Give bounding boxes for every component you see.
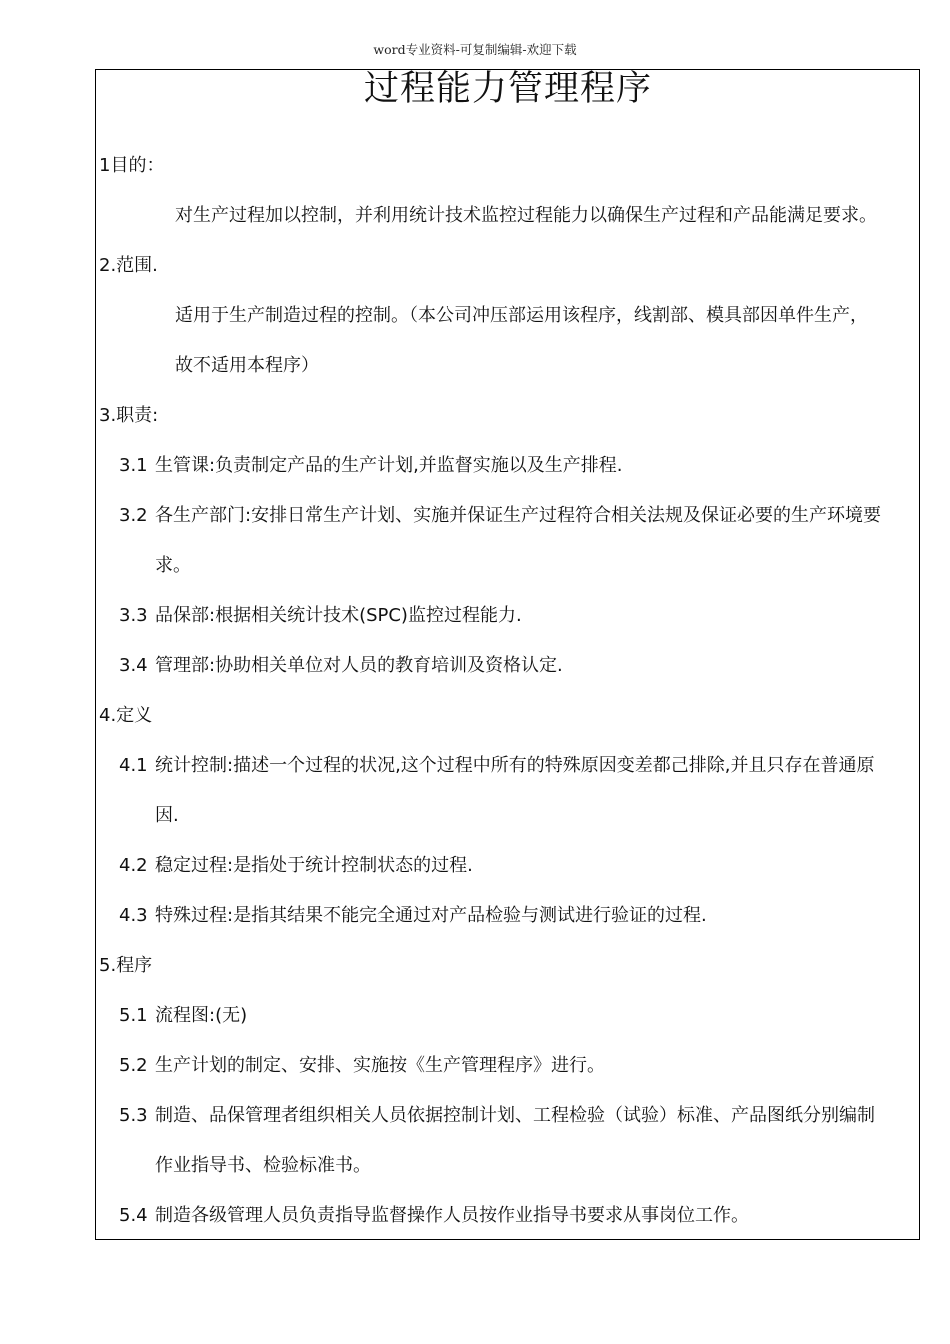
paragraph-line: 对生产过程加以控制，并利用统计技术监控过程能力以确保生产过程和产品能满足要求。 xyxy=(175,205,877,226)
item-text: 稳定过程:是指处于统计控制状态的过程. xyxy=(155,855,473,876)
item-number: 4.1 xyxy=(119,755,148,776)
item-number: 3.1 xyxy=(119,455,148,476)
item-text: 统计控制:描述一个过程的状况,这个过程中所有的特殊原因变差都己排除,并且只存在普通原 xyxy=(155,755,875,776)
item-number: 4.2 xyxy=(119,855,148,876)
document-title: 过程能力管理程序 xyxy=(363,69,652,109)
section-heading: 4.定义 xyxy=(99,705,153,726)
paragraph-line: 故不适用本程序） xyxy=(175,355,319,376)
item-continuation: 求。 xyxy=(155,555,191,576)
numbered-item xyxy=(97,1041,920,1091)
section-heading: 5.程序 xyxy=(99,955,153,976)
item-text: 生产计划的制定、安排、实施按《生产管理程序》进行。 xyxy=(155,1055,605,1076)
item-number: 3.3 xyxy=(119,605,148,626)
numbered-item xyxy=(97,1191,920,1241)
numbered-item xyxy=(97,491,920,541)
item-text: 制造、品保管理者组织相关人员依据控制计划、工程检验（试验）标准、产品图纸分别编制 xyxy=(155,1105,875,1126)
numbered-item xyxy=(97,641,920,691)
numbered-item xyxy=(97,441,920,491)
item-number: 3.2 xyxy=(119,505,148,526)
header-note: word专业资料-可复制编辑-欢迎下载 xyxy=(373,42,577,57)
item-number: 5.2 xyxy=(119,1055,148,1076)
item-number: 5.1 xyxy=(119,1005,148,1026)
item-continuation: 作业指导书、检验标准书。 xyxy=(155,1155,371,1176)
numbered-item xyxy=(97,741,920,791)
item-number: 3.4 xyxy=(119,655,148,676)
item-text: 管理部:协助相关单位对人员的教育培训及资格认定. xyxy=(155,655,563,676)
numbered-item xyxy=(97,841,920,891)
item-text: 流程图:(无) xyxy=(155,1005,248,1026)
item-text: 特殊过程:是指其结果不能完全通过对产品检验与测试进行验证的过程. xyxy=(155,905,707,926)
item-text: 生管课:负责制定产品的生产计划,并监督实施以及生产排程. xyxy=(155,455,623,476)
item-text: 制造各级管理人员负责指导监督操作人员按作业指导书要求从事岗位工作。 xyxy=(155,1205,749,1226)
section-heading: 1目的： xyxy=(99,155,165,176)
item-text: 品保部:根据相关统计技术(SPC)监控过程能力. xyxy=(155,605,522,626)
item-number: 4.3 xyxy=(119,905,148,926)
item-number: 5.3 xyxy=(119,1105,148,1126)
section-heading: 3.职责: xyxy=(99,405,159,426)
item-continuation: 因. xyxy=(155,805,179,826)
numbered-item xyxy=(97,1091,920,1141)
document-body xyxy=(97,141,920,1241)
paragraph-line: 适用于生产制造过程的控制。（本公司冲压部运用该程序，线割部、模具部因单件生产， xyxy=(175,305,868,326)
item-text: 各生产部门:安排日常生产计划、实施并保证生产过程符合相关法规及保证必要的生产环境要 xyxy=(155,505,882,526)
numbered-item xyxy=(97,591,920,641)
numbered-item xyxy=(97,891,920,941)
numbered-item xyxy=(97,991,920,1041)
item-number: 5.4 xyxy=(119,1205,148,1226)
section-heading: 2.范围. xyxy=(99,255,158,276)
